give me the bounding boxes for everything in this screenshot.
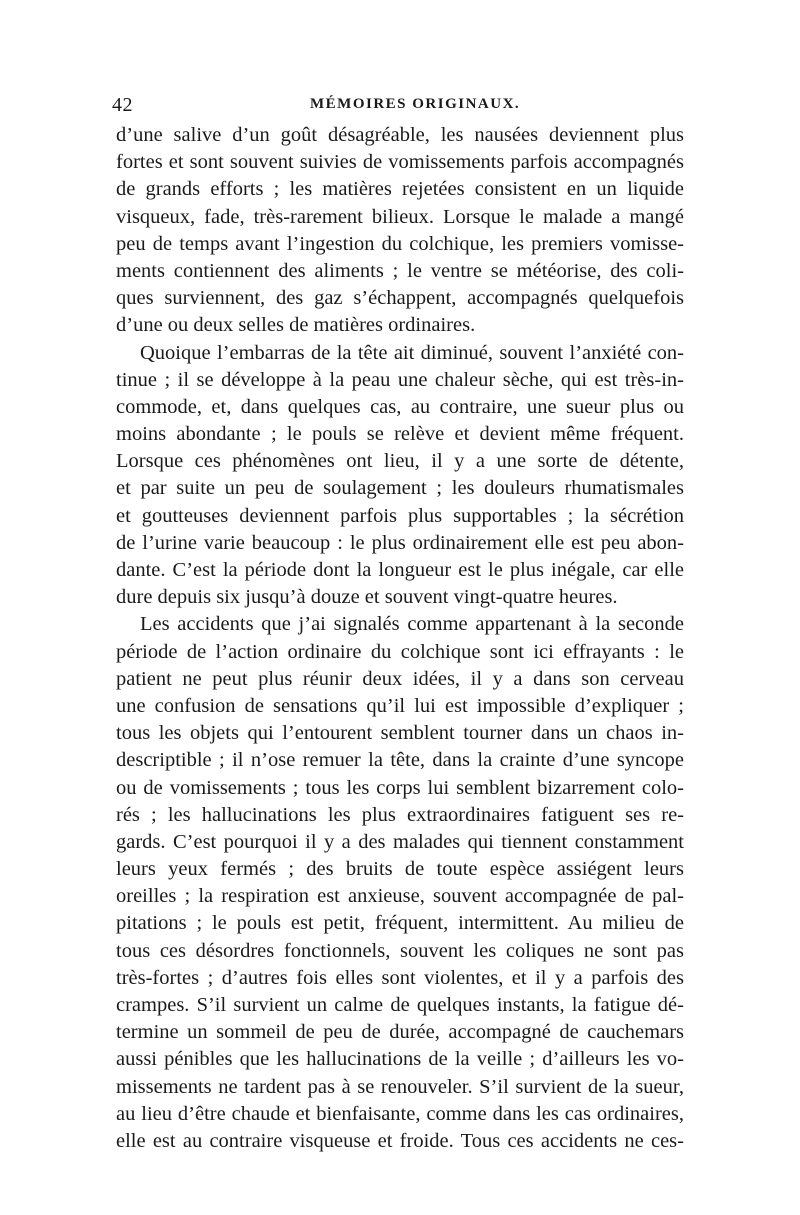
- text-line: elle est au contraire visqueuse et froide. Tous ces accidents ne ces-: [116, 1129, 684, 1152]
- running-title: MÉMOIRES ORIGINAUX.: [310, 96, 521, 112]
- paragraph-3: [116, 611, 684, 1155]
- text-line: période de l’action ordinaire du colchique sont ici effrayants : le: [116, 640, 684, 663]
- text-line: très-fortes ; d’autres fois elles sont violentes, et il y a parfois des: [116, 966, 684, 989]
- text-line: commode, et, dans quelques cas, au contraire, une sueur plus ou: [116, 395, 684, 418]
- paragraph-2: [116, 340, 684, 612]
- text-line: et goutteuses deviennent parfois plus supportables ; la sécrétion: [116, 504, 684, 527]
- text-line: Quoique l’embarras de la tête ait diminué, souvent l’anxiété con-: [140, 341, 684, 364]
- text-line: de l’urine varie beaucoup : le plus ordinairement elle est peu abon-: [116, 531, 684, 554]
- text-line: rés ; les hallucinations les plus extraordinaires fatiguent ses re-: [116, 803, 684, 826]
- text-line: au lieu d’être chaude et bienfaisante, comme dans les cas ordinaires,: [116, 1102, 684, 1125]
- text-line: pitations ; le pouls est petit, fréquent, intermittent. Au milieu de: [116, 912, 684, 935]
- text-line: aussi pénibles que les hallucinations de la veille ; d’ailleurs les vo-: [116, 1048, 684, 1071]
- text-line: dante. C’est la période dont la longueur est le plus inégale, car elle: [116, 559, 684, 581]
- text-line: tinue ; il se développe à la peau une chaleur sèche, qui est très-in-: [116, 368, 684, 391]
- text-line: fortes et sont souvent suivies de vomissements parfois accompagnés: [116, 151, 684, 174]
- text-line: patient ne peut plus réunir deux idées, il y a dans son cerveau: [116, 667, 684, 690]
- page-number: 42: [112, 94, 133, 116]
- text-line: gards. C’est pourquoi il y a des malades qui tiennent constamment: [116, 830, 684, 853]
- text-line: missements ne tardent pas à se renouveler. S’il survient de la sueur,: [116, 1075, 684, 1098]
- text-line: d’une salive d’un goût désagréable, les nausées deviennent plus: [116, 124, 684, 146]
- page-header: [112, 94, 684, 118]
- text-line: une confusion de sensations qu’il lui est impossible d’expliquer ;: [116, 694, 684, 717]
- text-line: ou de vomissements ; tous les corps lui semblent bizarrement colo-: [116, 776, 684, 799]
- text-line: tous ces désordres fonctionnels, souvent les coliques ne sont pas: [116, 939, 684, 962]
- text-line: ments contiennent des aliments ; le ventre se météorise, des coli-: [116, 259, 684, 282]
- text-line: termine un sommeil de peu de durée, accompagné de cauchemars: [116, 1021, 684, 1044]
- text-line: crampes. S’il survient un calme de quelques instants, la fatigue dé-: [116, 994, 684, 1016]
- text-line: tous les objets qui l’entourent semblent tourner dans un chaos in-: [116, 722, 684, 745]
- text-line: peu de temps avant l’ingestion du colchique, les premiers vomisse-: [116, 232, 684, 255]
- body-text: [116, 122, 684, 1155]
- text-line: descriptible ; il n’ose remuer la tête, dans la crainte d’une syncope: [116, 749, 684, 772]
- text-line: d’une ou deux selles de matières ordinaires.: [116, 314, 476, 337]
- text-line: ques surviennent, des gaz s’échappent, accompagnés quelquefois: [116, 287, 684, 310]
- text-line: Lorsque ces phénomènes ont lieu, il y a une sorte de détente,: [116, 450, 684, 473]
- text-line: leurs yeux fermés ; des bruits de toute espèce assiégent leurs: [116, 858, 684, 881]
- text-line: dure depuis six jusqu’à douze et souvent vingt-quatre heures.: [116, 586, 618, 609]
- text-line: visqueux, fade, très-rarement bilieux. Lorsque le malade a mangé: [116, 205, 684, 228]
- text-line: oreilles ; la respiration est anxieuse, souvent accompagnée de pal-: [116, 885, 684, 908]
- paragraph-1: [116, 122, 684, 340]
- text-line: moins abondante ; le pouls se relève et devient même fréquent.: [116, 423, 684, 446]
- text-line: et par suite un peu de soulagement ; les douleurs rhumatismales: [116, 477, 684, 500]
- text-line: de grands efforts ; les matières rejetées consistent en un liquide: [116, 178, 684, 201]
- text-line: Les accidents que j’ai signalés comme appartenant à la seconde: [140, 613, 684, 636]
